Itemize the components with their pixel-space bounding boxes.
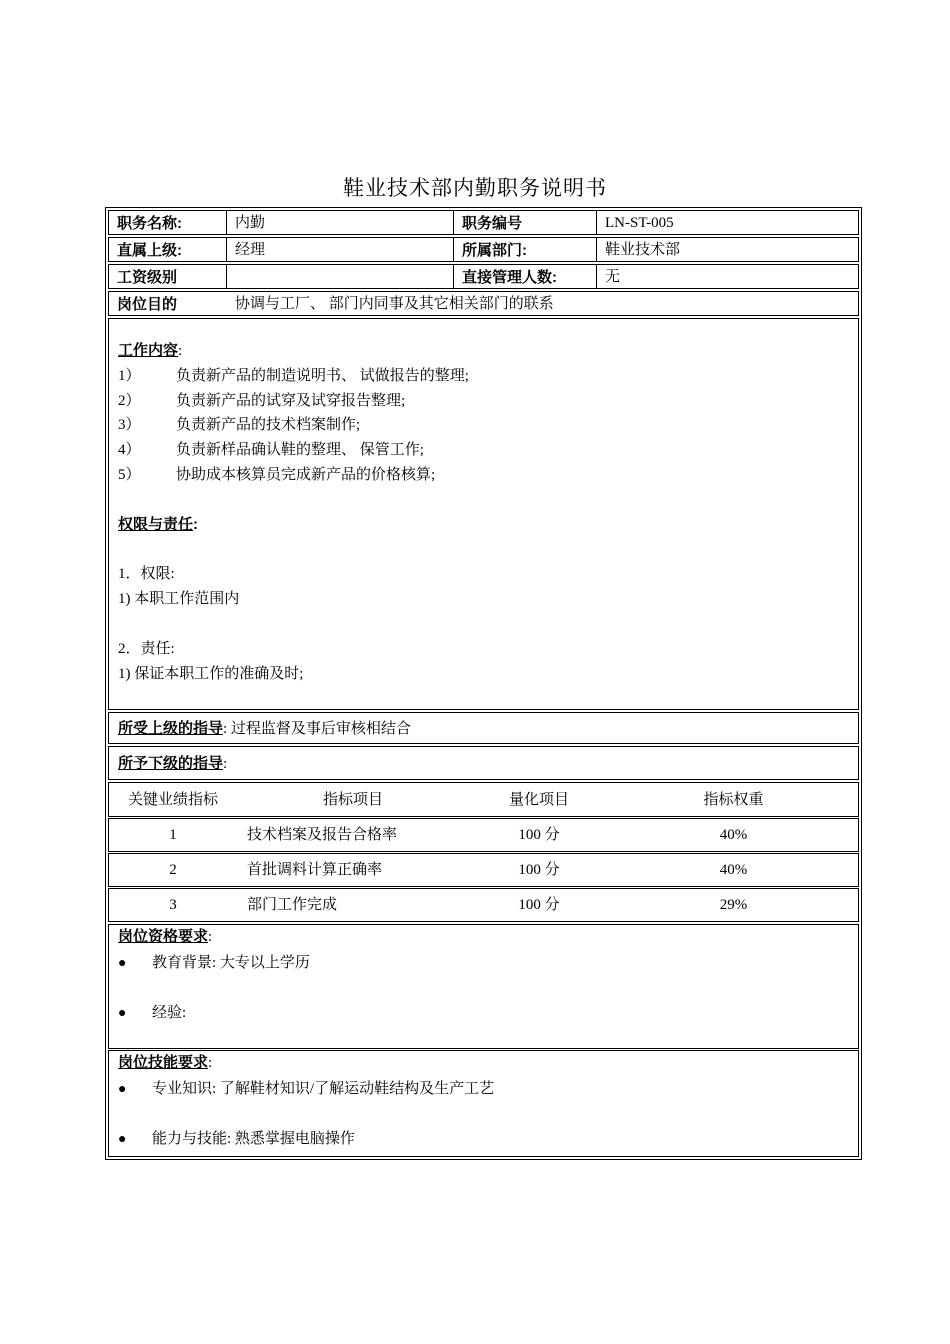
item-text: 经验:	[152, 1005, 187, 1021]
kpi-header: 量化项目	[508, 791, 569, 808]
qualification-heading: 岗位资格要求	[118, 928, 209, 945]
work-heading-line: 工作内容:	[118, 342, 183, 359]
authority-heading-line: 权限与责任:	[118, 516, 199, 533]
superior-guidance-row	[108, 712, 859, 744]
value-cell: 经理	[227, 238, 454, 261]
kpi-header: 关键业绩指标	[127, 791, 218, 808]
purpose-value: 协调与工厂、 部门内同事及其它相关部门的联系	[235, 296, 554, 312]
skills-section: 岗位技能要求: ● 专业知识: 了解鞋材知识/了解运动鞋结构及生产工艺 ● 能力与技能: 熟悉掌握电脑操作	[108, 1050, 859, 1157]
list-item	[118, 1129, 355, 1150]
superior-guidance-label: 所受上级的指导	[118, 720, 224, 737]
item-text: 负责新样品确认鞋的整理、 保管工作;	[176, 442, 424, 458]
list-item	[118, 366, 469, 386]
bullet-icon: ●	[118, 956, 127, 971]
kpi-header: 指标权重	[703, 791, 764, 808]
duty-title: 2．责任:	[118, 641, 175, 657]
item-number: 3）	[118, 417, 141, 433]
kpi-no: 1	[169, 827, 177, 843]
kpi-item: 技术档案及报告合格率	[247, 827, 398, 843]
kpi-no: 2	[169, 862, 177, 878]
item-text: 负责新产品的制造说明书、 试做报告的整理;	[176, 368, 469, 384]
item-text: 教育背景: 大专以上学历	[152, 955, 310, 971]
duty-item: 1) 保证本职工作的准确及时;	[118, 666, 304, 682]
list-item	[118, 440, 424, 460]
item-number: 1）	[118, 368, 141, 384]
value-cell: 无	[605, 269, 621, 285]
kpi-item: 部门工作完成	[247, 897, 338, 913]
kpi-header: 指标项目	[322, 791, 383, 808]
work-heading: 工作内容	[118, 342, 179, 359]
purpose-row	[108, 291, 859, 316]
table-row	[108, 818, 859, 852]
authority-item: 1) 本职工作范围内	[118, 591, 240, 607]
item-text: 负责新产品的试穿及试穿报告整理;	[176, 393, 406, 409]
job-description-table	[105, 207, 862, 1160]
superior-guidance-value: : 过程监督及事后审核相结合	[223, 721, 411, 737]
item-number: 2）	[118, 393, 141, 409]
skills-heading: 岗位技能要求	[118, 1054, 209, 1071]
list-item	[118, 1079, 494, 1100]
label-cell: 直接管理人数:	[454, 265, 597, 288]
label-cell: 直属上级:	[109, 238, 227, 261]
kpi-quant: 100 分	[518, 897, 560, 913]
bullet-icon: ●	[118, 1082, 127, 1097]
list-item	[118, 391, 405, 411]
value-cell: LN-ST-005	[605, 215, 674, 231]
table-row	[108, 853, 859, 887]
document-title: 鞋业技术部内勤职务说明书	[343, 176, 607, 200]
item-number: 4）	[118, 442, 141, 458]
authority-title: 1．权限:	[118, 566, 175, 582]
bullet-icon: ●	[118, 1006, 127, 1021]
subordinate-guidance-row: 所予下级的指导:	[108, 746, 859, 780]
kpi-item: 首批调料计算正确率	[247, 862, 383, 878]
label-cell: 职务名称:	[109, 211, 227, 234]
label-cell: 工资级别	[109, 265, 227, 288]
list-item	[118, 465, 435, 485]
bullet-icon: ●	[118, 1132, 127, 1147]
item-text: 专业知识: 了解鞋材知识/了解运动鞋结构及生产工艺	[152, 1081, 495, 1097]
list-item	[118, 415, 360, 435]
table-row	[108, 888, 859, 922]
purpose-label: 岗位目的	[117, 296, 178, 313]
subordinate-guidance-label: 所予下级的指导	[118, 755, 224, 772]
qualification-section: 岗位资格要求: ● 教育背景: 大专以上学历 ● 经验:	[108, 924, 859, 1049]
work-section	[108, 318, 859, 710]
label-cell: 职务编号	[454, 211, 597, 234]
kpi-no: 3	[169, 897, 177, 913]
item-text: 协助成本核算员完成新产品的价格核算;	[176, 467, 436, 483]
label-cell: 所属部门:	[454, 238, 597, 261]
item-text: 能力与技能: 熟悉掌握电脑操作	[152, 1131, 355, 1147]
kpi-weight: 40%	[719, 862, 748, 878]
header-row	[108, 264, 859, 289]
item-text: 负责新产品的技术档案制作;	[176, 417, 361, 433]
value-cell: 鞋业技术部	[605, 242, 681, 258]
kpi-weight: 40%	[719, 827, 748, 843]
header-row	[108, 237, 859, 262]
value-cell	[227, 265, 454, 288]
item-number: 5）	[118, 467, 141, 483]
value-cell: 内勤	[227, 211, 454, 234]
list-item	[118, 1003, 186, 1024]
header-row	[108, 210, 859, 235]
kpi-quant: 100 分	[518, 862, 560, 878]
kpi-weight: 29%	[719, 897, 748, 913]
list-item	[118, 953, 310, 974]
kpi-header-row	[108, 782, 859, 817]
kpi-quant: 100 分	[518, 827, 560, 843]
authority-heading: 权限与责任	[118, 516, 194, 533]
